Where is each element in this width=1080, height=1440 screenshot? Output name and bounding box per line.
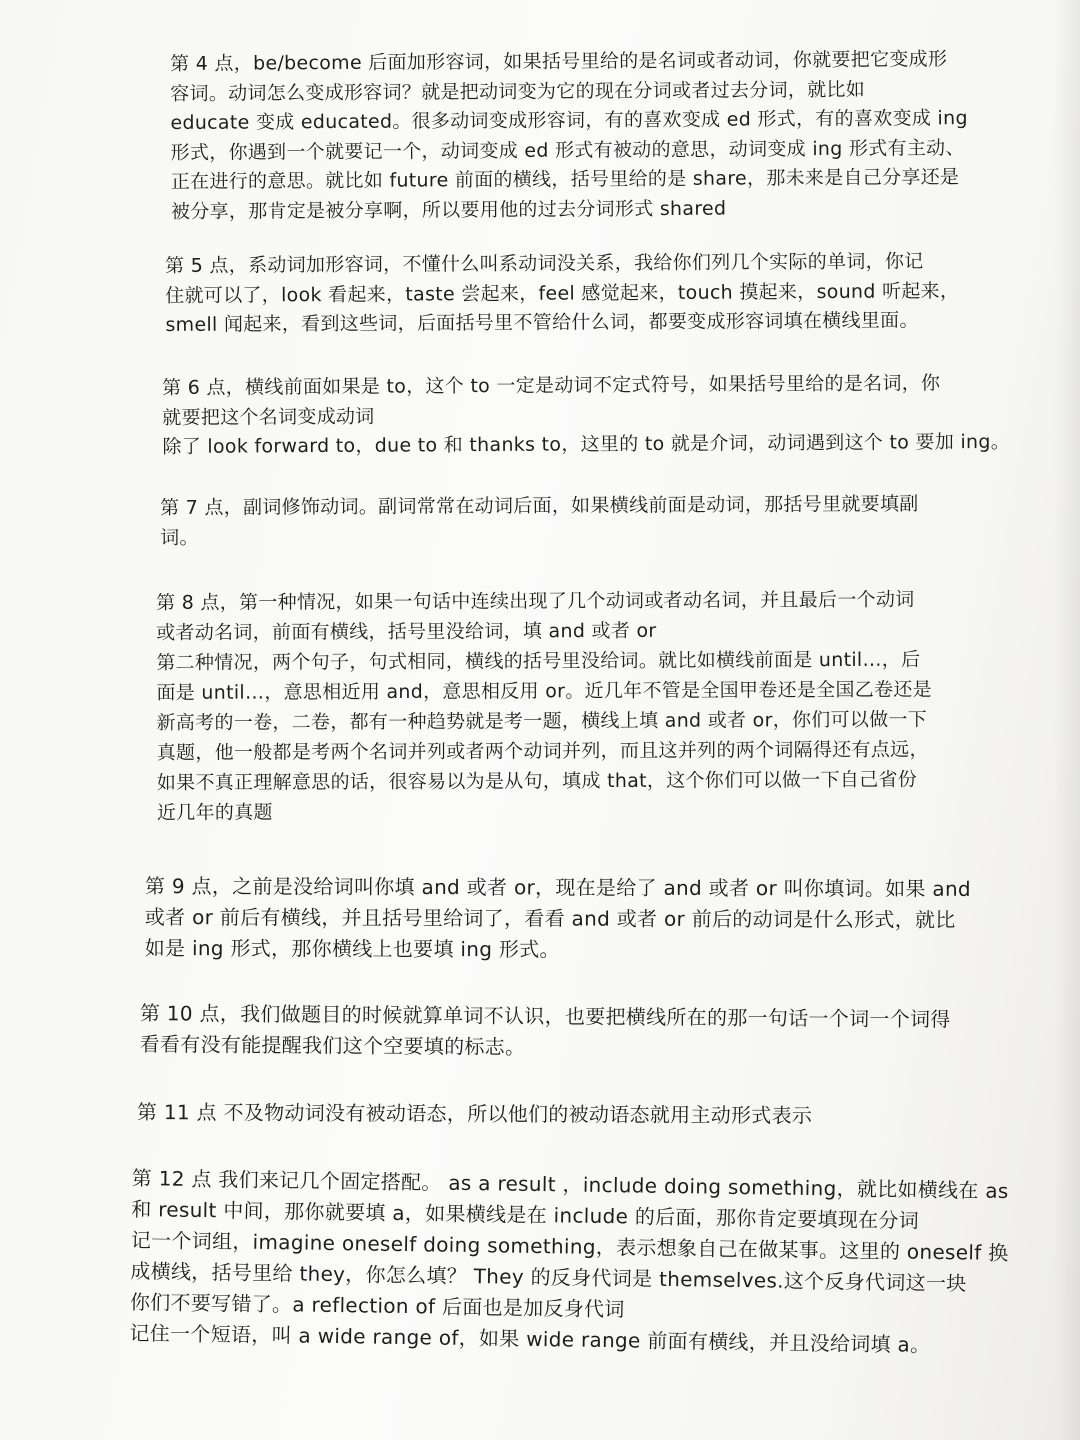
paragraph-point-11 [137, 1098, 1017, 1132]
text-line: 形式，你遇到一个就要记一个，动词变成 ed 形式有被动的意思，动词变成 ing 形式有主动、 [170, 136, 965, 164]
paragraph-point-7 [160, 490, 1000, 553]
text-line: 如是 ing 形式，那你横线上也要填 ing 形式。 [144, 935, 560, 962]
paragraph-point-10 [140, 998, 1020, 1067]
text-line: 除了 look forward to，due to 和 thanks to，这里的 to 就是介词，动词遇到这个 to 要加 ing。 [162, 430, 1011, 458]
text-line: 第 8 点，第一种情况，如果一句话中连续出现了几个动词或者动名词，并且最后一个动词 [156, 588, 915, 614]
paragraph-point-9 [145, 871, 1015, 967]
text-line: 和 result 中间，那你就要填 a，如果横线是在 include 的后面，那你肯定要填现在分词 [131, 1196, 920, 1233]
text-line: 如果不真正理解意思的话，很容易以为是从句，填成 that，这个你们可以做一下自己省份 [156, 768, 918, 794]
text-line: 真题，他一般都是考两个名词并列或者两个动词并列，而且这并列的两个词隔得还有点远， [156, 738, 929, 764]
text-line: 第 6 点，横线前面如果是 to，这个 to 一定是动词不定式符号，如果括号里给的是名词，你 [162, 372, 941, 399]
text-line: 就要把这个名词变成动词 [162, 405, 375, 429]
paragraph-point-6 [162, 369, 1023, 463]
text-line: 第 10 点，我们做题目的时候就算单词不认识，也要把横线所在的那一句话一个词一个词得 [139, 1000, 951, 1032]
paragraph-point-12 [129, 1163, 1032, 1362]
paragraph-point-4 [170, 45, 1001, 227]
text-line: 第 11 点 不及物动词没有被动语态，所以他们的被动语态就用主动形式表示 [136, 1100, 813, 1128]
text-line: 你们不要写错了。a reflection of 后面也是加反身代词 [129, 1289, 625, 1322]
text-line: 容词。动词怎么变成形容词？就是把动词变为它的现在分词或者过去分词，就比如 [170, 78, 866, 105]
text-line: 或者动名词，前面有横线，括号里没给词，填 and 或者 or [156, 619, 657, 644]
text-line: 第 4 点，be/become 后面加形容词，如果括号里给的是名词或者动词，你就要把它变成形 [170, 48, 948, 75]
text-line: 或者 or 前后有横线，并且括号里给词了，看看 and 或者 or 前后的动词是什么形式，就比 [144, 904, 956, 932]
text-line: 近几年的真题 [156, 801, 273, 824]
paragraph-point-5 [165, 247, 1006, 341]
text-line: 词。 [160, 526, 199, 549]
text-line: 第二种情况，两个句子，句式相同，横线的括号里没给词。就比如横线前面是 until…，后 [156, 648, 921, 674]
text-line: 看看有没有能提醒我们这个空要填的标志。 [139, 1031, 526, 1060]
text-line: 第 7 点，副词修饰动词。副词常常在动词后面，如果横线前面是动词，那括号里就要填副 [160, 493, 919, 519]
text-line: 新高考的一卷，二卷，都有一种趋势就是考一题，横线上填 and 或者 or，你们可以做一下 [156, 708, 928, 734]
text-line: educate 变成 educated。很多动词变成形容词，有的喜欢变成 ed 形式，有的喜欢变成 ing [170, 107, 968, 134]
paragraph-point-8 [156, 584, 1017, 828]
page-edge-shadow [1054, 0, 1080, 1440]
text-line: 第 12 点 我们来记几个固定搭配。 as a result ，include doing something，就比如横线在 as [131, 1165, 1009, 1204]
text-line: smell 闻起来，看到这些词，后面括号里不管给什么词，都要变成形容词填在横线里面。 [165, 309, 919, 336]
text-line: 记一个词组，imagine oneself doing something，表示想象自己在做某事。这里的 oneself 换 [130, 1227, 1009, 1266]
text-line: 记住一个短语，叫 a wide range of，如果 wide range 前面有横线，并且没给词填 a。 [129, 1320, 931, 1357]
text-line: 第 9 点，之前是没给词叫你填 and 或者 or，现在是给了 and 或者 or 叫你填词。如果 and [144, 874, 971, 901]
text-line: 面是 until…，意思相近用 and，意思相反用 or。近几年不管是全国甲卷还是全国乙卷还是 [156, 678, 932, 704]
text-line: 被分享，那肯定是被分享啊，所以要用他的过去分词形式 shared [170, 197, 727, 223]
text-line: 成横线，括号里给 they，你怎么填？ They 的反身代词是 themselves.这个反身代词这一块 [130, 1258, 967, 1296]
text-line: 住就可以了，look 看起来，taste 尝起来，feel 感觉起来，touch 摸起来，sound 听起来， [165, 279, 960, 307]
text-line: 第 5 点，系动词加形容词，不懂什么叫系动词没关系，我给你们列几个实际的单词，你记 [165, 250, 924, 277]
text-line: 正在进行的意思。就比如 future 前面的横线，括号里给的是 share，那未来是自己分享还是 [170, 166, 960, 193]
